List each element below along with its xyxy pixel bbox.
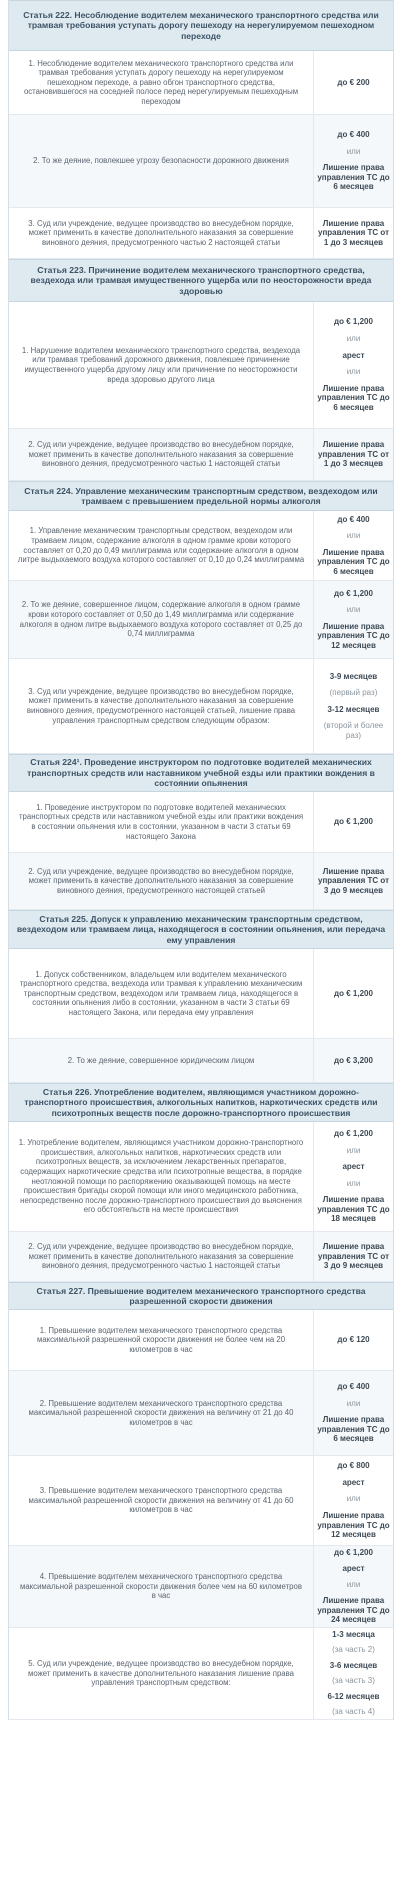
table-row [9, 1039, 393, 1083]
table-row [9, 1546, 393, 1628]
penalty-line: или [346, 1580, 361, 1590]
penalty-line: (за часть 3) [332, 1676, 375, 1686]
offense-description: 1. Проведение инструктором по подготовке водителей механических транспортных средств или наставником учебной езды или практики вождения в состоянии опьянения или в состоянии, указанном в части 3 статьи 69 настоящего Закона [9, 792, 314, 852]
penalty-line: до € 400 [337, 514, 370, 524]
penalty-line: Лишение права управления ТС до 6 месяцев [317, 163, 390, 192]
penalty-line: или [346, 1178, 361, 1188]
table-row [9, 792, 393, 853]
table-row [9, 659, 393, 754]
penalty-line: до € 1,200 [334, 1548, 373, 1557]
penalty-line: 3-6 месяцев [329, 1660, 378, 1670]
penalty-line: 3-12 месяцев [327, 704, 380, 714]
penalty-line: до € 400 [337, 130, 370, 140]
offense-description: 1. Превышение водителем механического транспортного средства максимальной разрешенной скорости движения не более чем на 20 километров в час [9, 1310, 314, 1370]
penalty-line: Лишение права управления ТС до 6 месяцев [317, 1415, 390, 1444]
penalty-line: или [346, 367, 361, 377]
penalty-cell [314, 659, 393, 753]
penalty-line: или [346, 334, 361, 344]
penalty-cell [314, 949, 393, 1038]
offense-description: 1. Несоблюдение водителем механического транспортного средства или трамвая требования уступать дорогу пешеходу на нерегулируемом пешеходном переходе, а равно обгон транспортного средства, остановившегося на соседней полосе перед нерегулируемым пешеходным переходом [9, 51, 314, 114]
penalty-line: Лишение права управления ТС до 12 месяцев [317, 1511, 390, 1540]
offense-description: 2. Суд или учреждение, ведущее производство во внесудебном порядке, может применить в качестве дополнительного наказания за совершение виновного деяния, предусмотренного настоящей статьей [9, 853, 314, 909]
penalty-cell [314, 302, 393, 428]
article-header: Статья 223. Причинение водителем механического транспортного средства, вездехода или трамвая имущественного ущерба или по неосторожности вреда здоровью [9, 259, 393, 302]
offense-description: 4. Превышение водителем механического транспортного средства максимальной разрешенной скорости движения более чем на 60 километров в час [9, 1546, 314, 1627]
penalty-cell [314, 581, 393, 658]
table-row [9, 511, 393, 581]
penalty-line: Лишение права управления ТС от 1 до 3 месяцев [318, 440, 389, 469]
penalty-cell [314, 1546, 393, 1627]
table-row [9, 429, 393, 481]
offense-description: 2. То же деяние, совершенное лицом, содержание алкоголя в одном грамме крови которого составляет от 0,50 до 1,49 миллиграмма или содержание алкоголя в одном литре выдыхаемого воздуха которого составляет от 0,25 до 0,74 миллиграмма [9, 581, 314, 658]
penalty-cell [314, 1456, 393, 1545]
penalty-cell [314, 1122, 393, 1231]
penalty-cell [314, 115, 393, 207]
penalty-line: арест [342, 350, 365, 360]
penalty-line: до € 1,200 [334, 1128, 373, 1138]
article-header: Статья 226. Употребление водителем, являющимся участником дорожно-транспортного происшествия, алкогольных напитков, наркотических средств или психотропных веществ после дорожно-транспортного происшествия [9, 1083, 393, 1122]
table-row [9, 949, 393, 1039]
penalty-line: (за часть 4) [332, 1707, 375, 1717]
penalty-cell [314, 853, 393, 909]
penalty-cell [314, 51, 393, 114]
penalty-line: Лишение права управления ТС от 3 до 9 месяцев [318, 866, 389, 895]
penalty-line: арест [342, 1162, 365, 1172]
penalty-line: 1-3 месяца [332, 1630, 375, 1639]
table-row [9, 1122, 393, 1232]
penalty-line: Лишение права управления ТС до 18 месяцев [317, 1195, 390, 1224]
penalty-cell [314, 208, 393, 258]
penalty-line: Лишение права управления ТС до 12 месяцев [317, 621, 390, 650]
penalty-line: до € 1,200 [334, 317, 373, 327]
penalty-cell [314, 1628, 393, 1719]
penalty-line: до € 1,200 [334, 817, 373, 827]
penalty-line: или [346, 146, 361, 156]
table-row [9, 51, 393, 115]
article-header: Статья 224. Управление механическим транспортным средством, вездеходом или трамваем с превышением предельной нормы алкоголя [9, 481, 393, 511]
penalty-line: до € 3,200 [334, 1055, 373, 1065]
article-header: Статья 227. Превышение водителем механического транспортного средства разрешенной скорости движения [9, 1282, 393, 1310]
penalty-line: или [346, 1494, 361, 1504]
penalty-line: или [346, 605, 361, 615]
article-header: Статья 224¹. Проведение инструктором по подготовке водителей механических транспортных средств или наставником учебной езды или практики вождения в состоянии опьянения [9, 754, 393, 792]
offense-description: 5. Суд или учреждение, ведущее производство во внесудебном порядке, может применить в качестве дополнительного наказания лишение права управления транспортным средством: [9, 1628, 314, 1719]
table-row [9, 1628, 393, 1720]
article-header: Статья 222. Несоблюдение водителем механического транспортного средства или трамвая требования уступать дорогу пешеходу на нерегулируемом пешеходном переходе [9, 0, 393, 51]
table-row [9, 1232, 393, 1282]
penalty-line: 3-9 месяцев [329, 671, 378, 681]
table-row [9, 302, 393, 429]
penalty-cell [314, 1371, 393, 1455]
offense-description: 3. Суд или учреждение, ведущее производство во внесудебном порядке, может применить в качестве дополнительного наказания за совершение виновного деяния, предусмотренного частью 2 настоящей статьи [9, 208, 314, 258]
offense-description: 3. Суд или учреждение, ведущее производство во внесудебном порядке, может применить в качестве дополнительного наказания за совершение виновного деяния, предусмотренного настоящей статьей, лишение права управления транспортным средством следующим образом: [9, 659, 314, 753]
table-row [9, 115, 393, 208]
penalty-line: арест [342, 1564, 365, 1574]
penalty-line: до € 200 [337, 77, 370, 87]
penalty-line: или [346, 531, 361, 541]
table-row [9, 1371, 393, 1456]
offense-description: 2. Суд или учреждение, ведущее производство во внесудебном порядке, может применить в качестве дополнительного наказания за совершение виновного деяния, предусмотренного частью 1 настоящей статьи [9, 429, 314, 480]
penalty-cell [314, 1039, 393, 1082]
penalty-line: (первый раз) [329, 688, 378, 698]
offense-description: 1. Нарушение водителем механического транспортного средства, вездехода или трамвая требований дорожного движения, повлекшее причинение имущественного ущерба другому лицу или причинение по неосторожности вреда здоровью другого лица [9, 302, 314, 428]
offense-description: 2. Превышение водителем механического транспортного средства максимальной разрешенной скорости движения на величину от 21 до 40 километров в час [9, 1371, 314, 1455]
penalty-line: Лишение права управления ТС от 3 до 9 месяцев [318, 1242, 389, 1271]
penalty-table [8, 0, 394, 1720]
offense-description: 1. Управление механическим транспортным средством, вездеходом или трамваем лицом, содержание алкоголя в одном грамме крови которого составляет от 0,20 до 0,49 миллиграмма или содержание алкоголя в одном литре выдыхаемого воздуха которого составляет от 0,10 до 0,24 миллиграмма [9, 511, 314, 580]
table-row [9, 581, 393, 659]
offense-description: 2. Суд или учреждение, ведущее производство во внесудебном порядке, может применить в качестве дополнительного наказания за совершение виновного деяния, предусмотренного частью 1 настоящей статьи [9, 1232, 314, 1281]
article-header: Статья 225. Допуск к управлению механическим транспортным средством, вездеходом или трамваем лица, находящегося в состоянии опьянения, или передача ему управления [9, 910, 393, 949]
penalty-cell [314, 1310, 393, 1370]
penalty-line: до € 1,200 [334, 988, 373, 998]
penalty-line: Лишение права управления ТС от 1 до 3 месяцев [318, 218, 389, 247]
penalty-line: Лишение права управления ТС до 24 месяцев [317, 1596, 390, 1625]
penalty-cell [314, 1232, 393, 1281]
offense-description: 1. Употребление водителем, являющимся участником дорожно-транспортного происшествия, алкогольных напитков, наркотических средств или психотропных веществ, за исключением лекарственных препаратов, содержащих наркотические средства или психотропные вещества, в порядке неотложной помощи по распоряжению оказывающей помощь на месте происшествия бригады скорой помощи или иного медицинского работника, непосредственно после дорожно-транспортного происшествия до выяснения его обстоятельств на месте происшествия [9, 1122, 314, 1231]
penalty-line: до € 800 [337, 1461, 370, 1471]
penalty-cell [314, 429, 393, 480]
penalty-cell [314, 511, 393, 580]
offense-description: 1. Допуск собственником, владельцем или водителем механического транспортного средства, вездехода или трамвая к управлению механическим транспортным средством, вездеходом или трамваем лица, находящегося в состоянии опьянения либо в состоянии, указанном в части 3 статьи 69 настоящего Закона, или передача ему управления [9, 949, 314, 1038]
penalty-line: до € 400 [337, 1382, 370, 1392]
penalty-line: арест [342, 1477, 365, 1487]
penalty-line: до € 120 [337, 1335, 370, 1345]
penalty-line: (за часть 2) [332, 1645, 375, 1655]
offense-description: 3. Превышение водителем механического транспортного средства максимальной разрешенной скорости движения на величину от 41 до 60 километров в час [9, 1456, 314, 1545]
offense-description: 2. То же деяние, повлекшее угрозу безопасности дорожного движения [9, 115, 314, 207]
penalty-line: до € 1,200 [334, 588, 373, 598]
penalty-line: (второй и более раз) [323, 721, 384, 740]
penalty-line: Лишение права управления ТС до 6 месяцев [317, 547, 390, 576]
penalty-cell [314, 792, 393, 852]
table-row [9, 1456, 393, 1546]
table-row [9, 1310, 393, 1371]
penalty-line: или [346, 1398, 361, 1408]
penalty-line: или [346, 1145, 361, 1155]
offense-description: 2. То же деяние, совершенное юридическим лицом [9, 1039, 314, 1082]
table-row [9, 208, 393, 259]
penalty-line: Лишение права управления ТС до 6 месяцев [317, 383, 390, 412]
penalty-line: 6-12 месяцев [327, 1691, 380, 1701]
table-row [9, 853, 393, 910]
